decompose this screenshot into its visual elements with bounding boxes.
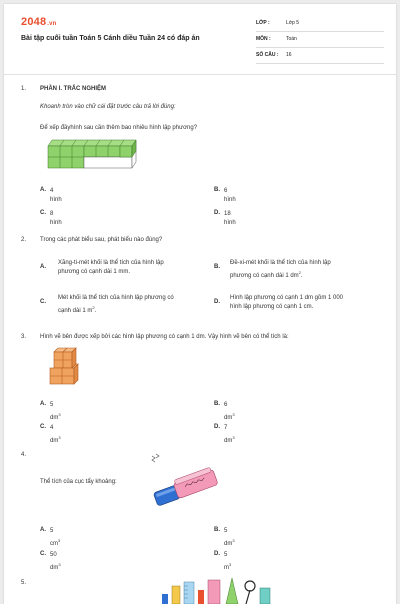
cube-row-figure	[42, 138, 142, 174]
question-number-4: 4.	[21, 452, 27, 458]
question-number-5: 5.	[21, 580, 27, 586]
q1-text: Để xếp đầyhình sau cần thêm bao nhiêu hình lập phương?	[40, 125, 198, 131]
q2-option-a[interactable]: A. Xăng-ti-mét khối là thể tích của hình lập phương có cạnh dài 1 mm.	[40, 260, 164, 275]
q2-text: Trong các phát biểu sau, phát biểu nào đúng?	[40, 237, 163, 243]
header	[4, 4, 396, 68]
meta-question-count: SỐ CÂU : 16	[256, 48, 384, 64]
question-number-2: 2.	[21, 237, 27, 243]
question-number-3: 3.	[21, 334, 27, 340]
header-divider	[4, 74, 396, 75]
stationery-illustration	[154, 572, 284, 604]
page-title: Bài tập cuối tuần Toán 5 Cánh diều Tuần 24 có đáp án	[21, 35, 200, 42]
q2-option-c[interactable]: C. Mét khối là thể tích của hình lập phương có cạnh dài 1 $m^2$.	[40, 295, 174, 314]
q3-text: Hình vẽ bên được xếp bởi các hình lập phương có cạnh 1 dm. Vậy hình vẽ bên có thể tích là:	[40, 334, 289, 340]
q4-text: Thể tích của cục tẩy khoảng:	[40, 479, 117, 485]
meta-subject: MÔN : Toán	[256, 32, 384, 48]
question-number-1: 1.	[21, 86, 27, 92]
section-instruction: Khoanh tròn vào chữ cái đặt trước câu trả lời đúng:	[40, 104, 176, 110]
section-title: PHẦN I. TRẮC NGHIỆM	[40, 86, 106, 92]
q2-option-b[interactable]: B. Đề-xi-mét khối là thể tích của hình lập phương có cạnh dài 1 $dm^2$.	[214, 260, 331, 279]
site-logo[interactable]: 2048.vn	[21, 16, 57, 28]
meta-class: LỚP : Lớp 5	[256, 16, 384, 32]
q2-option-d[interactable]: D. Hình lập phương có cạnh 1 dm gồm 1 000 hình lập phương có cạnh 1 cm.	[214, 295, 344, 310]
eraser-icon	[144, 452, 224, 512]
worksheet-page: 2048.vn Bài tập cuối tuần Toán 5 Cánh diều Tuần 24 có đáp án LỚP : Lớp 5 MÔN : Toán SỐ CÂU : 16 1. PHẦN I. TRẮC NGHIỆM Khoanh tròn vào chữ cái đặt trước câu trả lời đúng: Để xếp đầyhình sau cần thêm bao nhiêu hình lập phương? A. 4 hình B. 6 hình C. 8 hình D. 18 hình 2. Trong các phát biểu sau, phát biểu nào đúng? A. Xăng-ti-mét khối là thể tích của hình lập phương có cạnh dài 1 mm. B. Đề-xi-mét khối là thể tích của hình lập phương có cạnh dài 1 $dm^2$. C. Mét khối là thể tích của hình lập phương có cạnh dài 1 $m^2$. D. Hình lập phương có cạnh 1 dm gồm 1 000 hình lập phương có cạnh 1 cm. 3. Hình vẽ bên được xếp bởi các hình lập phương có cạnh 1 dm. Vậy hình vẽ bên có thể tích là: A. 5 $dm^3$ B. 6 $dm^3$ C. 4 $dm^3$ D. 7 $dm^3$ 4. Thể tích của cục tẩy khoảng: A. 5 $cm^3$ B. 5 $dm^3$ C. 50 $dm^3$ D. 5 $m^3$ 5.	[4, 4, 396, 604]
stacked-cubes-figure	[46, 346, 86, 388]
